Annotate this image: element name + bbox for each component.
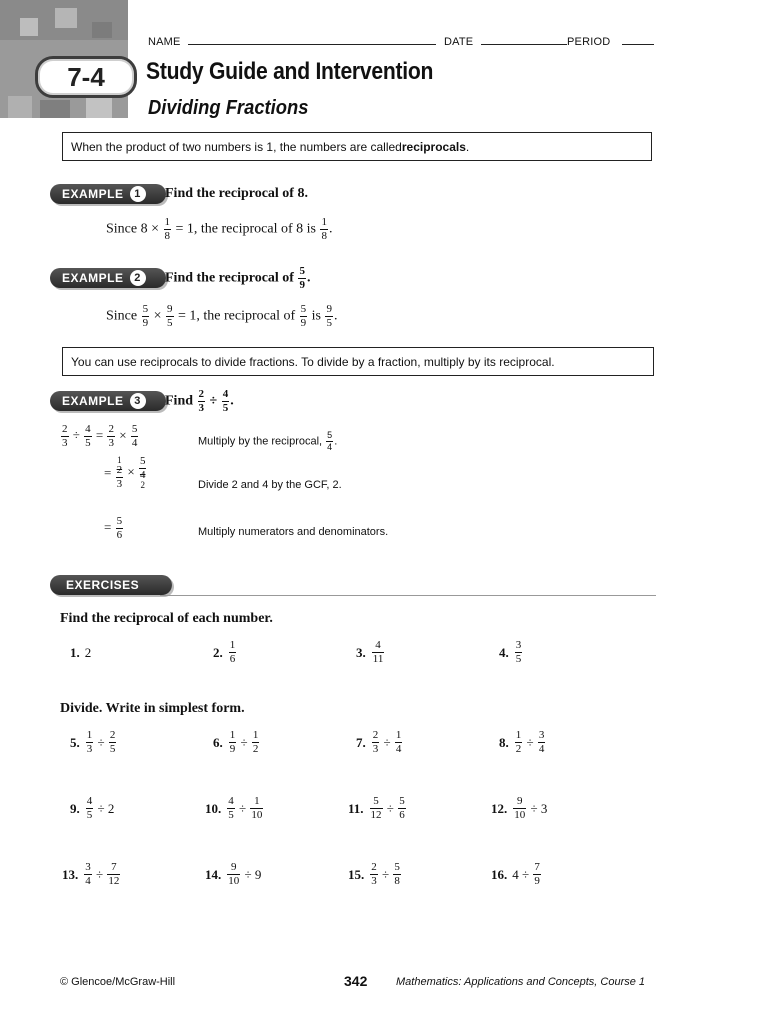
- exercise-3: 3. $\frac{4}{11}$: [356, 639, 384, 665]
- example-3-prompt: Find $\frac{2}{3}$ ÷ $\frac{4}{5}$ .: [165, 388, 234, 414]
- footer-copyright: © Glencoe/McGraw-Hill: [60, 976, 176, 988]
- date-field: DATE: [444, 34, 567, 48]
- example-1-solution: Since 8 × $\frac{1}{8}$ = 1, the reciprocal of 8 is $\frac{1}{8}$ .: [106, 216, 333, 242]
- exercise-9: 9. $\frac{4}{5}$ ÷ 2: [70, 795, 115, 821]
- exercise-5: 5. $\frac{1}{3}$ ÷ $\frac{2}{5}$: [70, 729, 116, 755]
- exercise-14: 14. $\frac{9}{10}$ ÷ 9: [205, 861, 262, 887]
- exercise-12: 12. $\frac{9}{10}$ ÷ 3: [491, 795, 548, 821]
- example-1-label: EXAMPLE 1: [50, 184, 166, 204]
- exercise-7: 7. $\frac{2}{3}$ ÷ $\frac{1}{4}$: [356, 729, 402, 755]
- example-1-prompt: Find the reciprocal of 8.: [165, 186, 308, 201]
- page-number: 342: [344, 973, 368, 989]
- exercise-11: 11. $\frac{5}{12}$ ÷ $\frac{5}{6}$: [348, 795, 405, 821]
- name-field: NAME: [148, 34, 436, 48]
- section-reciprocal-heading: Find the reciprocal of each number.: [60, 611, 273, 626]
- exercise-2: 2. $\frac{1}{6}$: [213, 639, 236, 665]
- section-divide-heading: Divide. Write in simplest form.: [60, 701, 245, 716]
- example-3-step-3: = $\frac{5}{6}$: [104, 515, 123, 541]
- example-3-label: EXAMPLE 3: [50, 391, 166, 411]
- exercise-6: 6. $\frac{1}{9}$ ÷ $\frac{1}{2}$: [213, 729, 259, 755]
- example-3-step-2: = 1 $\frac{2}{3}$ × $\frac{5}{4}$ 2: [104, 455, 146, 490]
- period-field: PERIOD: [567, 34, 654, 48]
- step-1-note: Multiply by the reciprocal, $\frac{5}{4}$ .: [198, 430, 338, 452]
- exercise-13: 13. $\frac{3}{4}$ ÷ $\frac{7}{12}$: [62, 861, 120, 887]
- rule-box: You can use reciprocals to divide fractions. To divide by a fraction, multiply by its reciprocal.: [62, 347, 654, 376]
- exercise-1: 1. 2: [70, 645, 92, 660]
- definition-box: When the product of two numbers is 1, the numbers are called reciprocals .: [62, 132, 652, 161]
- example-3-step-1: $\frac{2}{3}$ ÷ $\frac{4}{5}$ = $\frac{2}{3}$ × $\frac{5}{4}$: [62, 423, 138, 449]
- step-3-note: Multiply numerators and denominators.: [198, 526, 389, 538]
- page-title: Study Guide and Intervention: [146, 58, 434, 85]
- exercises-label: EXERCISES: [50, 575, 172, 595]
- divider: [160, 595, 656, 596]
- page-subtitle: Dividing Fractions: [148, 97, 309, 119]
- step-2-note: Divide 2 and 4 by the GCF, 2.: [198, 479, 342, 491]
- footer-book-title: Mathematics: Applications and Concepts, Course 1: [396, 976, 646, 988]
- exercise-16: 16. 4 ÷ $\frac{7}{9}$: [491, 861, 540, 887]
- lesson-number-badge: 7-4: [35, 56, 137, 98]
- exercise-10: 10. $\frac{4}{5}$ ÷ $\frac{1}{10}$: [205, 795, 263, 821]
- exercise-15: 15. $\frac{2}{3}$ ÷ $\frac{5}{8}$: [348, 861, 400, 887]
- exercise-8: 8. $\frac{1}{2}$ ÷ $\frac{3}{4}$: [499, 729, 545, 755]
- example-2-solution: Since $\frac{5}{9}$ × $\frac{9}{5}$ = 1, the reciprocal of $\frac{5}{9}$ is $\frac{9}{5}$ .: [106, 303, 338, 329]
- example-2-label: EXAMPLE 2: [50, 268, 166, 288]
- exercise-4: 4. $\frac{3}{5}$: [499, 639, 522, 665]
- example-2-prompt: Find the reciprocal of $\frac{5}{9}$ .: [165, 265, 311, 291]
